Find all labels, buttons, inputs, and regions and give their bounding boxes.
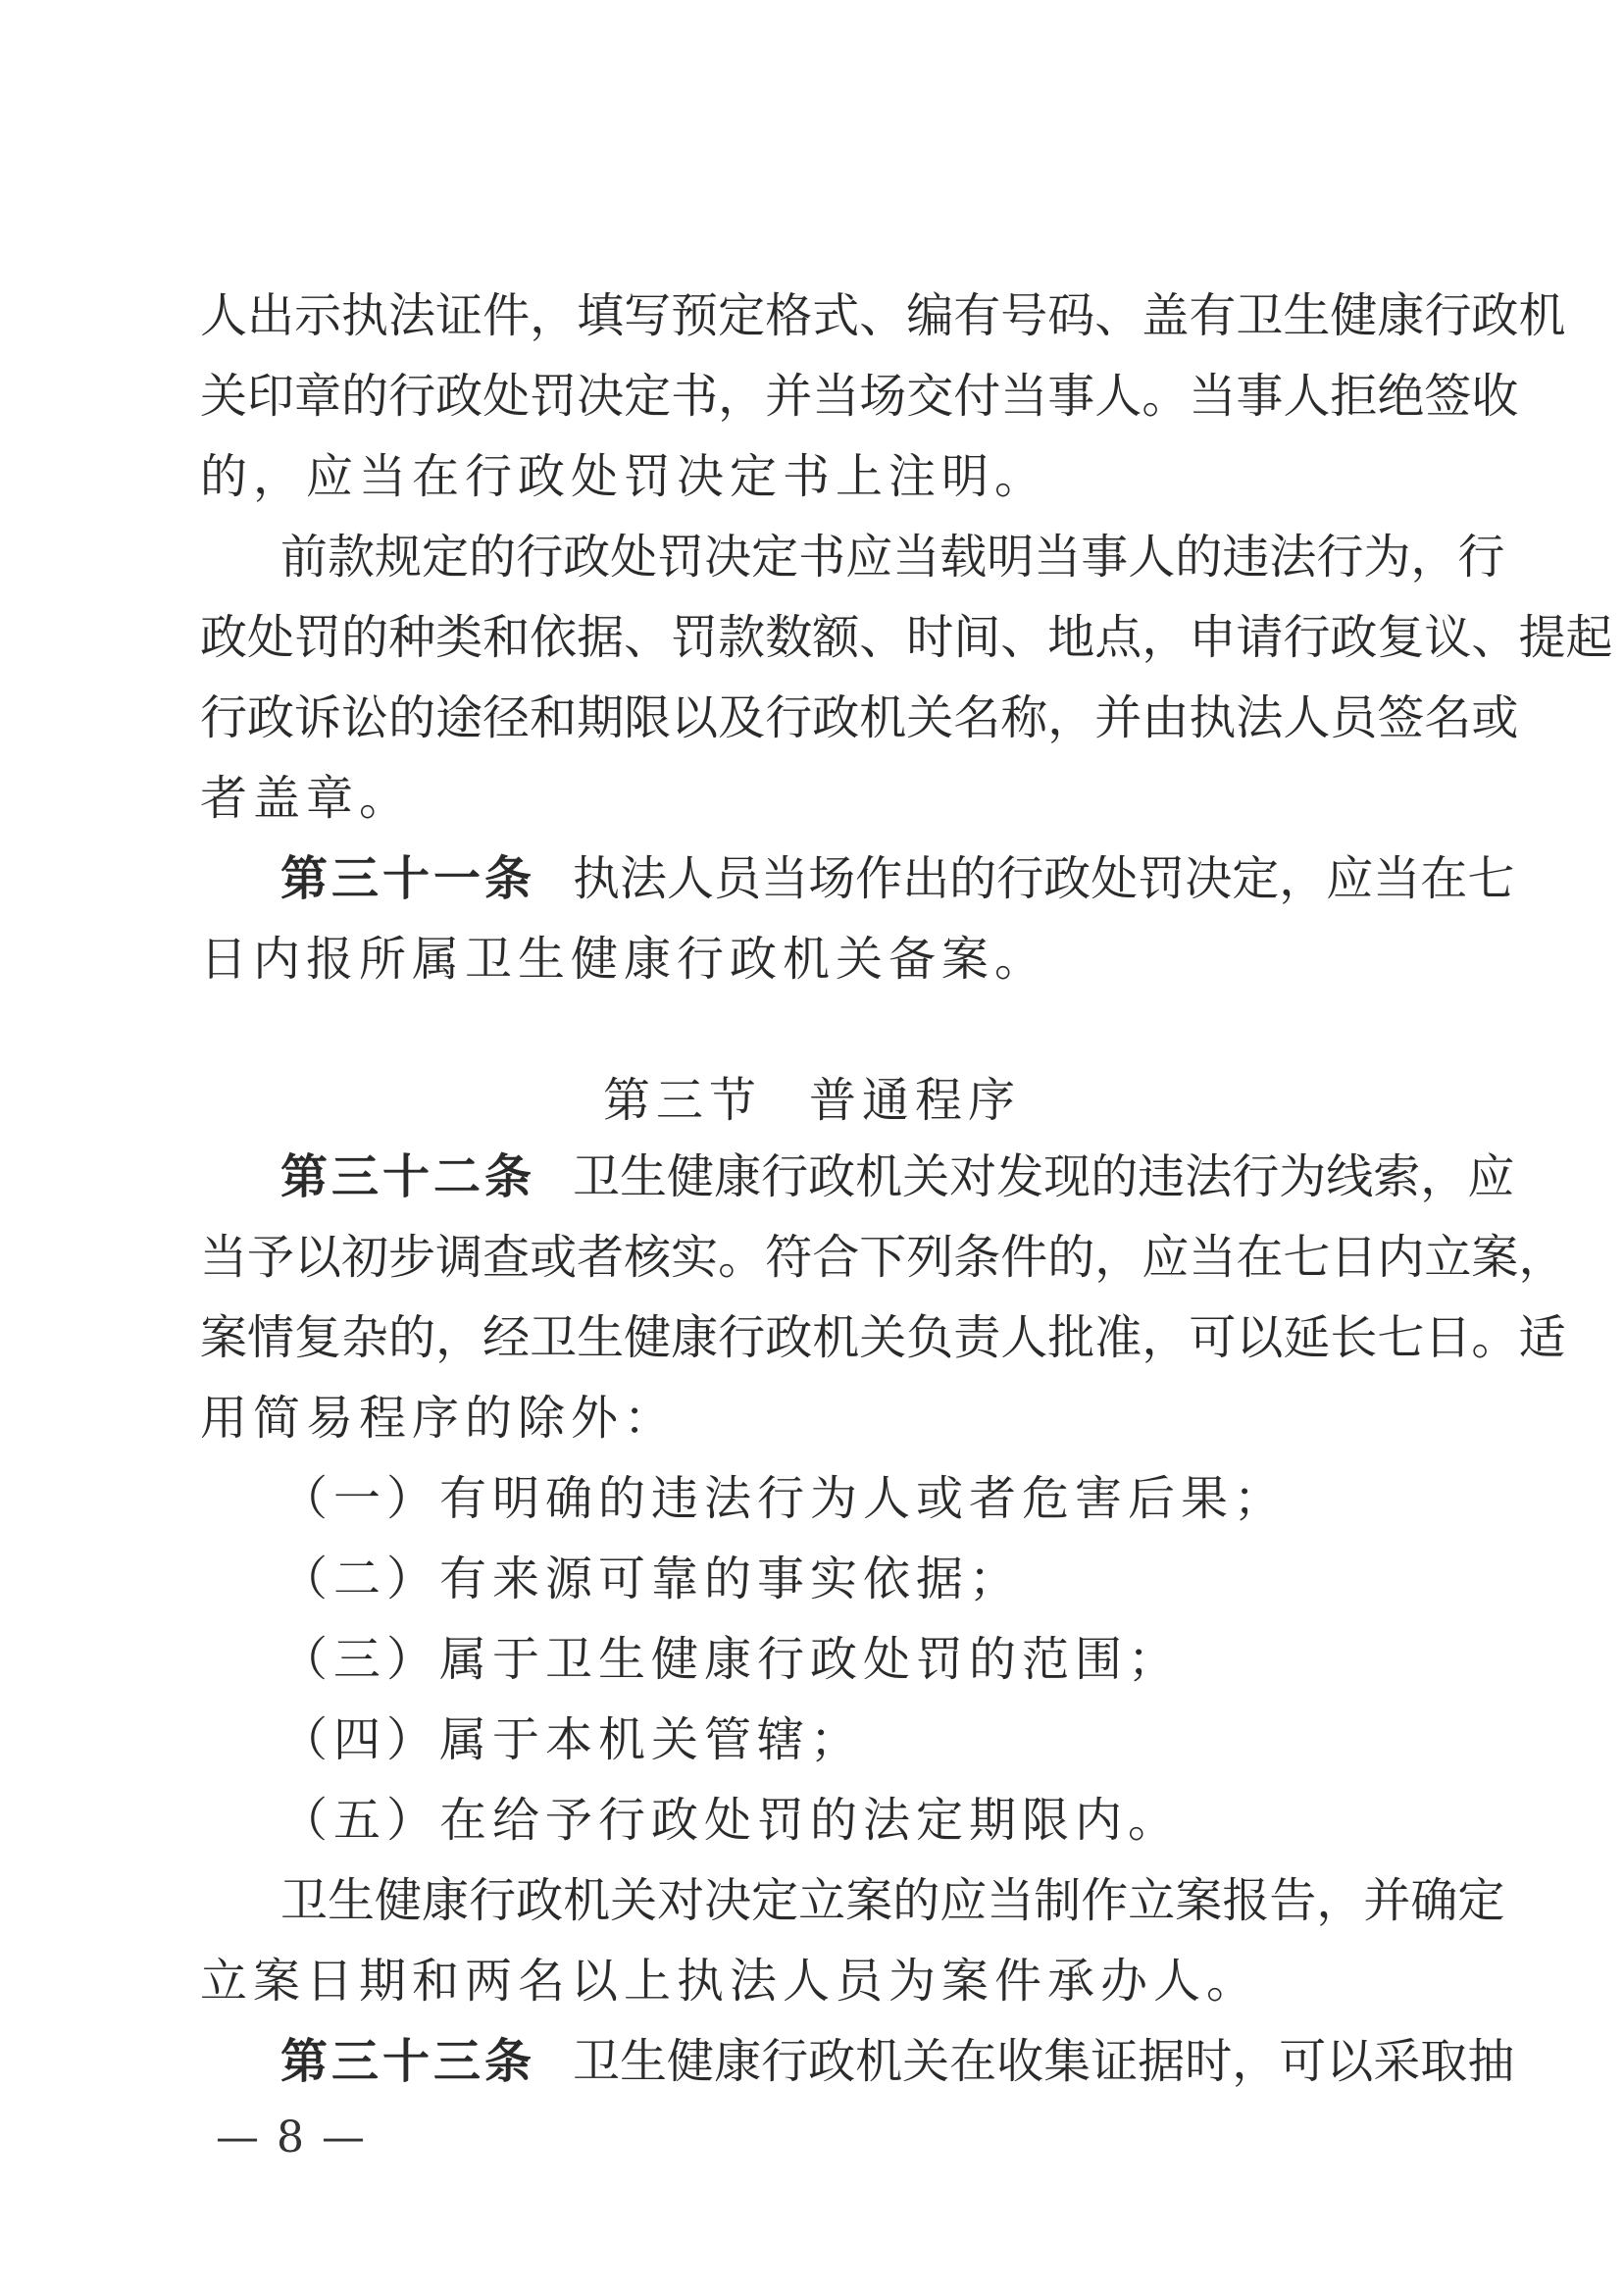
page-number: — 8 — [216,2113,367,2163]
text-line: 的，应当在行政处罚决定书上注明。 [200,449,1048,504]
section-number: 第三节 [602,1073,762,1128]
text-line: 立案日期和两名以上执法人员为案件承办人。 [200,1954,1260,2009]
text-line: 人 出 示 执 法 证 件 ， 填 写 预 定 格 式 、 编 有 号 码 、 盖 有 卫 生 健 康 行 政 机 [200,288,1566,343]
list-item: （五）在给予行政处罚的法定期限内。 [280,1793,1182,1848]
section-heading [0,1061,1624,1140]
text-line: 者盖章。 [200,771,413,826]
list-item: （二）有来源可靠的事实依据； [280,1552,1023,1606]
list-item: （三）属于卫生健康行政处罚的范围； [280,1632,1182,1687]
article-31-first-line [280,840,1515,918]
section-title: 普通程序 [809,1073,1022,1128]
text-line: 卫 生 健 康 行 政 机 关 在 收 集 证 据 时 ， 可 以 采 取 抽 [573,2034,1515,2089]
text-line: 卫 生 健 康 行 政 机 关 对 发 现 的 违 法 行 为 线 索 ， 应 [573,1149,1515,1204]
article-number: 第三十二条 [280,1149,536,1204]
article-number: 第三十一条 [280,851,536,906]
text-line: 当 予 以 初 步 调 查 或 者 核 实 。 符 合 下 列 条 件 的 ， 应 当 在 七 日 内 立 案 ， [200,1230,1566,1285]
list-item: （四）属于本机关管辖； [280,1712,864,1767]
text-line: 卫 生 健 康 行 政 机 关 对 决 定 立 案 的 应 当 制 作 立 案 报 告 ， 并 确 定 [280,1873,1505,1928]
text-line: 用简易程序的除外： [200,1391,678,1446]
text-line: 行 政 诉 讼 的 途 径 和 期 限 以 及 行 政 机 关 名 称 ， 并 由 执 法 人 员 签 名 或 [200,690,1519,745]
list-item: （一）有明确的违法行为人或者危害后果； [280,1471,1288,1526]
text-line: 关 印 章 的 行 政 处 罚 决 定 书 ， 并 当 场 交 付 当 事 人 。 当 事 人 拒 绝 签 收 [200,369,1519,424]
text-line: 案 情 复 杂 的 ， 经 卫 生 健 康 行 政 机 关 负 责 人 批 准 ， 可 以 延 长 七 日 。 适 [200,1310,1566,1365]
text-line: 前 款 规 定 的 行 政 处 罚 决 定 书 应 当 载 明 当 事 人 的 违 法 行 为 ， 行 [280,530,1505,585]
article-32-first-line [280,1138,1515,1216]
article-number: 第三十三条 [280,2034,536,2089]
text-line: 政 处 罚 的 种 类 和 依 据 、 罚 款 数 额 、 时 间 、 地 点 ， 申 请 行 政 复 议 、 提 起 [200,610,1613,665]
text-line: 日内报所属卫生健康行政机关备案。 [200,932,1048,987]
text-line: 执 法 人 员 当 场 作 出 的 行 政 处 罚 决 定 ， 应 当 在 七 [573,851,1515,906]
article-33-first-line [280,2022,1515,2101]
